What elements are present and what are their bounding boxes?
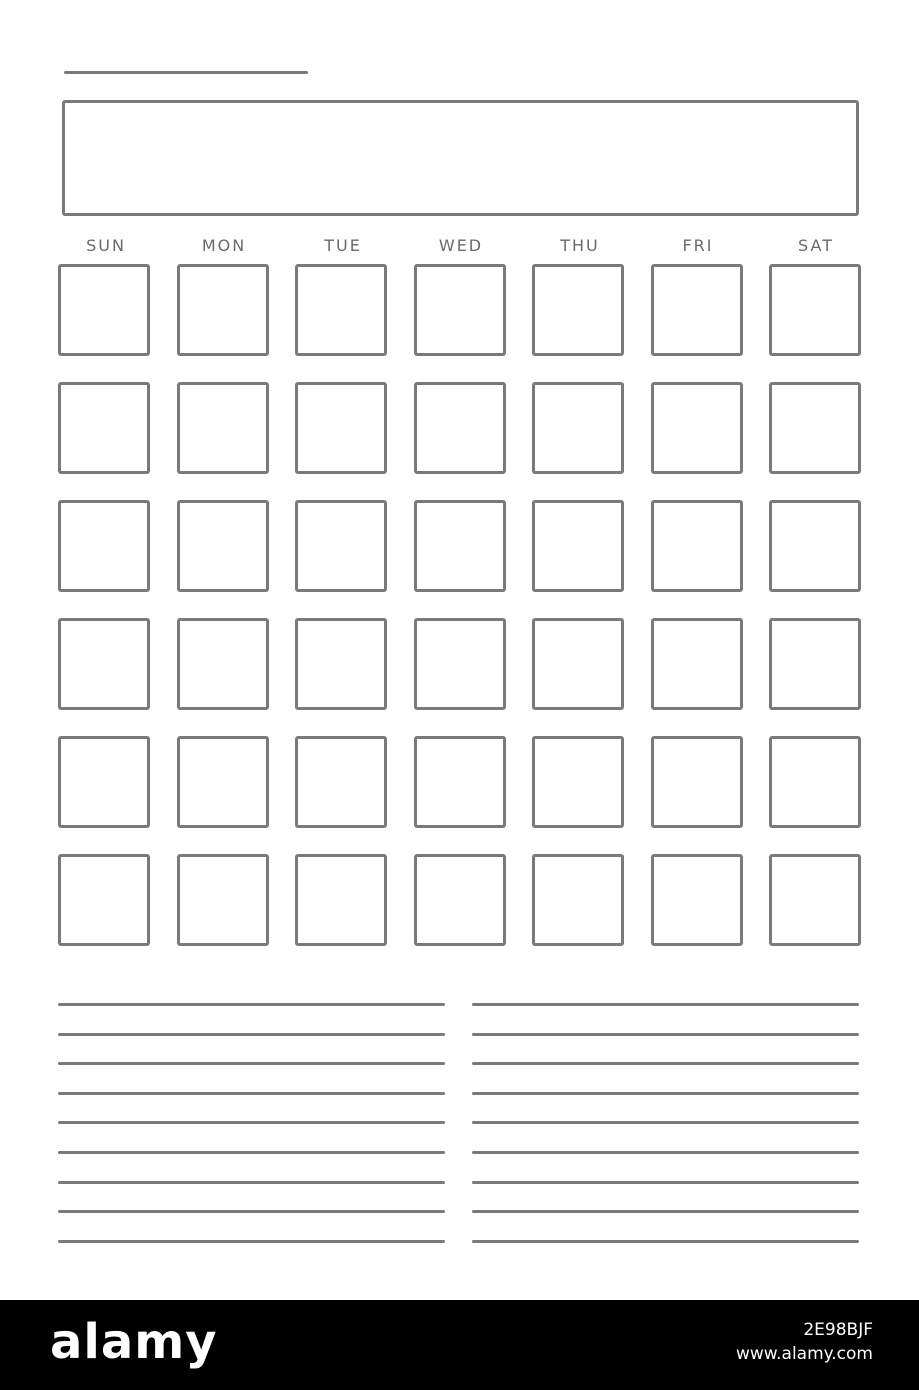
day-cell	[295, 854, 387, 946]
note-line	[58, 1240, 445, 1243]
day-cell	[414, 854, 506, 946]
note-line	[472, 1062, 859, 1065]
day-cell	[295, 618, 387, 710]
day-label-fri: FRI	[682, 236, 714, 255]
day-cell	[414, 618, 506, 710]
day-cell	[769, 264, 861, 356]
day-cell	[58, 264, 150, 356]
day-cell	[532, 382, 624, 474]
day-label-wed: WED	[438, 236, 484, 255]
note-line	[58, 1210, 445, 1213]
day-cell	[651, 736, 743, 828]
note-line	[58, 1033, 445, 1036]
day-cell	[177, 618, 269, 710]
note-line	[472, 1240, 859, 1243]
note-line	[58, 1003, 445, 1006]
day-cell	[769, 618, 861, 710]
day-cell	[177, 500, 269, 592]
day-cell	[532, 618, 624, 710]
day-cell	[58, 854, 150, 946]
day-cell	[651, 854, 743, 946]
day-label-thu: THU	[560, 236, 600, 255]
day-cell	[414, 264, 506, 356]
name-line	[64, 71, 308, 74]
stock-info	[736, 1318, 873, 1366]
day-cell	[769, 500, 861, 592]
note-line	[58, 1121, 445, 1124]
day-cell	[769, 854, 861, 946]
day-cell	[295, 500, 387, 592]
day-cell	[532, 736, 624, 828]
day-cell	[532, 264, 624, 356]
day-cell	[414, 382, 506, 474]
days-of-week-header	[60, 236, 860, 260]
day-cell	[651, 500, 743, 592]
website: www.alamy.com	[735, 1344, 873, 1364]
month-title-box	[62, 100, 859, 216]
day-cell	[295, 264, 387, 356]
note-line	[58, 1181, 445, 1184]
day-label-mon: MON	[201, 236, 247, 255]
day-cell	[58, 736, 150, 828]
day-cell	[295, 736, 387, 828]
day-cell	[177, 264, 269, 356]
day-cell	[58, 500, 150, 592]
day-cell	[295, 382, 387, 474]
note-line	[58, 1062, 445, 1065]
note-line	[58, 1092, 445, 1095]
image-id: 2E98BJF	[803, 1320, 873, 1340]
day-cell	[58, 618, 150, 710]
day-label-sat: SAT	[798, 236, 834, 255]
note-line	[472, 1181, 859, 1184]
note-line	[472, 1210, 859, 1213]
day-cell	[177, 382, 269, 474]
day-cell	[769, 382, 861, 474]
day-cell	[414, 736, 506, 828]
note-line	[58, 1151, 445, 1154]
day-cell	[651, 382, 743, 474]
note-line	[472, 1121, 859, 1124]
day-cell	[414, 500, 506, 592]
day-label-tue: TUE	[324, 236, 362, 255]
stock-footer-bar	[0, 1300, 919, 1390]
day-cell	[651, 618, 743, 710]
day-cell	[769, 736, 861, 828]
day-label-sun: SUN	[86, 236, 126, 255]
day-cell	[58, 382, 150, 474]
day-cell	[532, 854, 624, 946]
day-cell	[177, 854, 269, 946]
note-line	[472, 1151, 859, 1154]
day-cell	[651, 264, 743, 356]
alamy-logo: alamy	[50, 1314, 218, 1370]
note-line	[472, 1033, 859, 1036]
note-line	[472, 1003, 859, 1006]
note-line	[472, 1092, 859, 1095]
day-cell	[532, 500, 624, 592]
day-cell	[177, 736, 269, 828]
